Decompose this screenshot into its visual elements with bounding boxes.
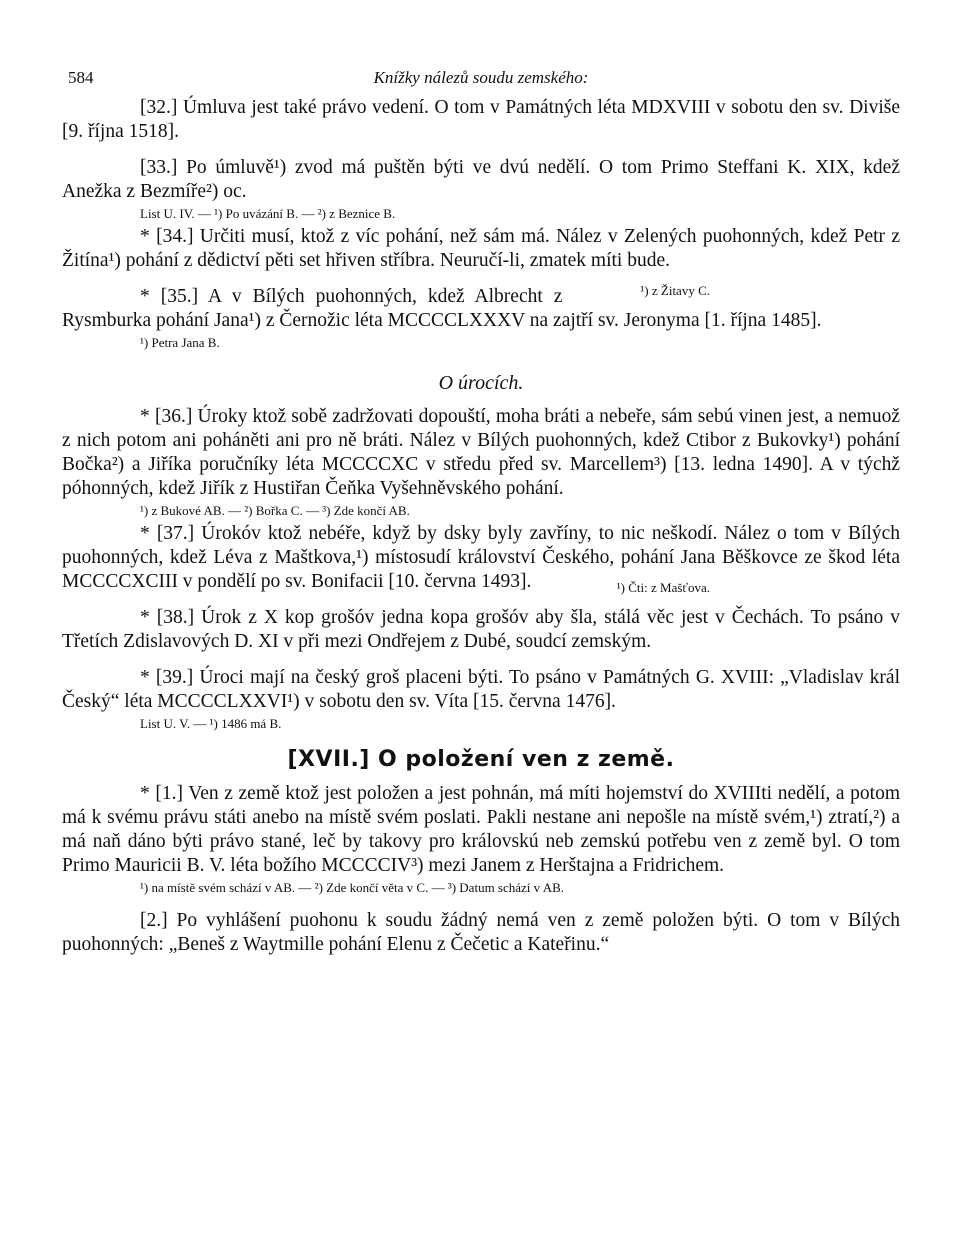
section-entries-2: [62, 405, 900, 733]
entry-34: [62, 225, 900, 298]
entry-39: * [39.] Úroci mají na český groš placeni býti. To psáno v Památných G. XVIII: „Vladislav král Český“ léta MCCCCLXXVI¹) v sobotu den sv. Víta [15. června 1476].: [62, 667, 900, 712]
page-number: 584: [68, 68, 94, 87]
footnote-xvii-1: ¹) na místě svém schází v AB. — ²) Zde končí věta v C. — ³) Datum schází v AB.: [140, 880, 564, 895]
running-title: Knížky nálezů soudu zemského:: [373, 68, 589, 87]
section-entries: [62, 96, 900, 352]
section-entries-3: [62, 782, 900, 957]
entry-xvii-2: [2.] Po vyhlášení puohonu k soudu žádný nemá ven z země položen býti. O tom v Bílých puohonných: „Beneš z Waytmille pohání Elenu z Čečetic a Kateřinu.“: [62, 910, 900, 955]
page-header: [62, 62, 900, 96]
entry-33: [33.] Po úmluvě¹) zvod má puštěn býti ve dvú nedělí. O tom Primo Steffani K. XIX, kdež Anežka z Bezmíře²) oc.: [62, 157, 900, 202]
entry-32: [32.] Úmluva jest také právo vedení. O tom v Památných léta MDXVIII v sobotu den sv. Diviše [9. října 1518].: [62, 97, 900, 142]
footnote-37: ¹) Čti: z Mašťova.: [616, 580, 710, 595]
entry-35: * [35.] A v Bílých puohonných, kdež Albrecht z Rysmburka pohání Jana¹) z Černožic léta MCCCCLXXXV na zajtří sv. Jeronyma [1. října 1485].: [62, 286, 822, 331]
footnote-33: List U. IV. — ¹) Po uvázání B. — ²) z Beznice B.: [140, 206, 396, 221]
entry-34-text: * [34.] Určiti musí, ktož z víc pohání, než sám má. Nález v Zelených puohonných, kdež Petr z Žitína¹) pohání z dědictví pěti set hřiven stříbra. Neuručí-li, zmatek míti bude.: [62, 226, 900, 271]
entry-37: [62, 522, 900, 594]
entry-36: * [36.] Úroky ktož sobě zadržovati dopouští, moha bráti a nebeře, sám sebú vinen jest, a nemuož z nich potom ani poháněti ani pro ně bráti. Nález v Bílých puohonných, kdež Ctibor z Bukovky¹) pohání Bočka²) a Jiříka poručníky léta MCCCCXC v středu před sv. Marcellem³) [13. ledna 1490]. A v týchž póhonných, kdež Jiřík z Hustiřan Čeňka Vyšehněvského pohání.: [62, 406, 900, 499]
footnote-35: ¹) Petra Jana B.: [140, 335, 220, 350]
entry-37-text: * [37.] Úrokóv ktož nebéře, když by dsky byly zavříny, to nic neškodí. Nález o tom v Bílých puohonných, kdež Léva z Maštkova,¹) místosudí království Českého, pohání Jana Běškovce ze škod léta MCCCCXCIII v pondělí po sv. Bonifacii [10. června 1493].: [62, 523, 900, 592]
entry-38: * [38.] Úrok z X kop grošóv jedna kopa grošóv aby šla, stálá věc jest v Čechách. To psáno v Třetích Zdislavových D. XI v při mezi Ondřejem z Dubé, soudcí zemským.: [62, 607, 900, 652]
book-page: [62, 62, 900, 957]
chapter-title: [XVII.] O položení ven z země.: [287, 747, 675, 772]
footnote-34: ¹) z Žitavy C.: [640, 283, 710, 298]
footnote-36: ¹) z Bukové AB. — ²) Bořka C. — ³) Zde končí AB.: [140, 503, 410, 518]
entry-xvii-1: * [1.] Ven z země ktož jest položen a jest pohnán, má míti hojemství do XVIIIti nedělí, a potom má k svému právu státi anebo na místě svém poslati. Pakli nestane ani nepošle na místě svém,¹) ztratí,²) a má naň dáno býti právo stané, leč by takovy pro královskú neb zemskú potřebu ven z země byl. O tom Primo Mauricii B. V. léta božího MCCCCIV³) mezi Janem z Herštajna a Fridrichem.: [62, 783, 900, 876]
footnote-39: List U. V. — ¹) 1486 má B.: [140, 716, 282, 731]
subheading-o-urocich: O úrocích.: [438, 372, 524, 394]
